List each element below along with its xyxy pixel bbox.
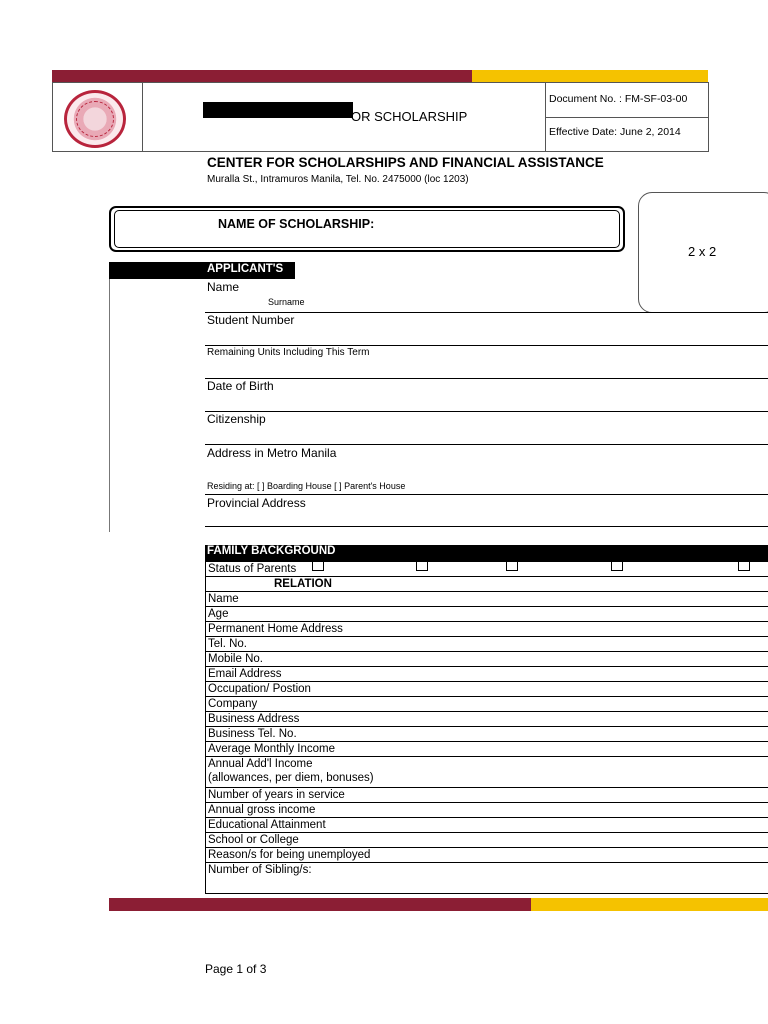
family-row-name[interactable]: Name <box>206 592 768 607</box>
provincial-address-label: Provincial Address <box>207 496 306 510</box>
family-row-home-address[interactable]: Permanent Home Address <box>206 622 768 637</box>
bottom-bar-gold <box>531 898 768 911</box>
remaining-units-label: Remaining Units Including This Term <box>207 347 370 358</box>
scholarship-name-label: NAME OF SCHOLARSHIP: <box>218 217 375 231</box>
center-address: Muralla St., Intramuros Manila, Tel. No. 2475000 (loc 1203) <box>207 174 469 185</box>
dob-label: Date of Birth <box>207 379 274 393</box>
student-number-underline[interactable] <box>205 345 768 346</box>
redaction-bar-title <box>203 102 353 118</box>
annual-addl-line1: Annual Add'l Income <box>208 758 313 770</box>
family-row-monthly-income[interactable]: Average Monthly Income <box>206 742 768 757</box>
applicant-section-title: APPLICANT'S <box>207 263 284 275</box>
applicant-left-divider <box>109 279 110 532</box>
top-bar-maroon <box>52 70 472 82</box>
annual-addl-line2: (allowances, per diem, bonuses) <box>208 772 374 784</box>
name-label: Name <box>207 280 240 294</box>
center-name: CENTER FOR SCHOLARSHIPS AND FINANCIAL ASSISTANCE <box>207 155 604 170</box>
family-row-mobile[interactable]: Mobile No. <box>206 652 768 667</box>
family-row-company[interactable]: Company <box>206 697 768 712</box>
effective-date: Effective Date: June 2, 2014 <box>549 126 681 138</box>
family-table <box>205 561 768 894</box>
top-bar-gold <box>472 70 708 82</box>
family-row-siblings[interactable]: Number of Sibling/s: <box>206 863 768 894</box>
family-row-email[interactable]: Email Address <box>206 667 768 682</box>
page-number: Page 1 of 3 <box>205 962 267 976</box>
family-row-tel[interactable]: Tel. No. <box>206 637 768 652</box>
family-row-education[interactable]: Educational Attainment <box>206 818 768 833</box>
citizenship-label: Citizenship <box>207 412 266 426</box>
photo-size-label: 2 x 2 <box>688 244 717 259</box>
family-section-title: FAMILY BACKGROUND <box>207 545 336 557</box>
form-title: OR SCHOLARSHIP <box>351 109 468 124</box>
family-row-annual-addl-income[interactable] <box>206 757 768 788</box>
residing-label[interactable]: Residing at: [ ] Boarding House [ ] Parent's House <box>207 481 406 491</box>
provincial-address-underline[interactable] <box>205 526 768 527</box>
document-number: Document No. : FM-SF-03-00 <box>549 93 688 105</box>
bottom-bar-maroon <box>109 898 531 911</box>
family-row-age[interactable]: Age <box>206 607 768 622</box>
address-label: Address in Metro Manila <box>207 446 337 460</box>
remaining-units-underline[interactable] <box>205 378 768 379</box>
status-of-parents-label: Status of Parents <box>206 562 768 577</box>
relation-header: RELATION <box>206 577 768 592</box>
surname-label: Surname <box>268 297 305 307</box>
family-row-school[interactable]: School or College <box>206 833 768 848</box>
university-seal-inner <box>76 101 114 137</box>
family-row-years-service[interactable]: Number of years in service <box>206 788 768 803</box>
family-row-gross-income[interactable]: Annual gross income <box>206 803 768 818</box>
student-number-label: Student Number <box>207 313 295 327</box>
header-doc-divider <box>546 117 709 118</box>
dob-underline[interactable] <box>205 411 768 412</box>
family-row-occupation[interactable]: Occupation/ Postion <box>206 682 768 697</box>
family-row-business-tel[interactable]: Business Tel. No. <box>206 727 768 742</box>
family-row-business-address[interactable]: Business Address <box>206 712 768 727</box>
citizenship-underline[interactable] <box>205 444 768 445</box>
family-row-unemployed-reason[interactable]: Reason/s for being unemployed <box>206 848 768 863</box>
address-underline[interactable] <box>205 494 768 495</box>
